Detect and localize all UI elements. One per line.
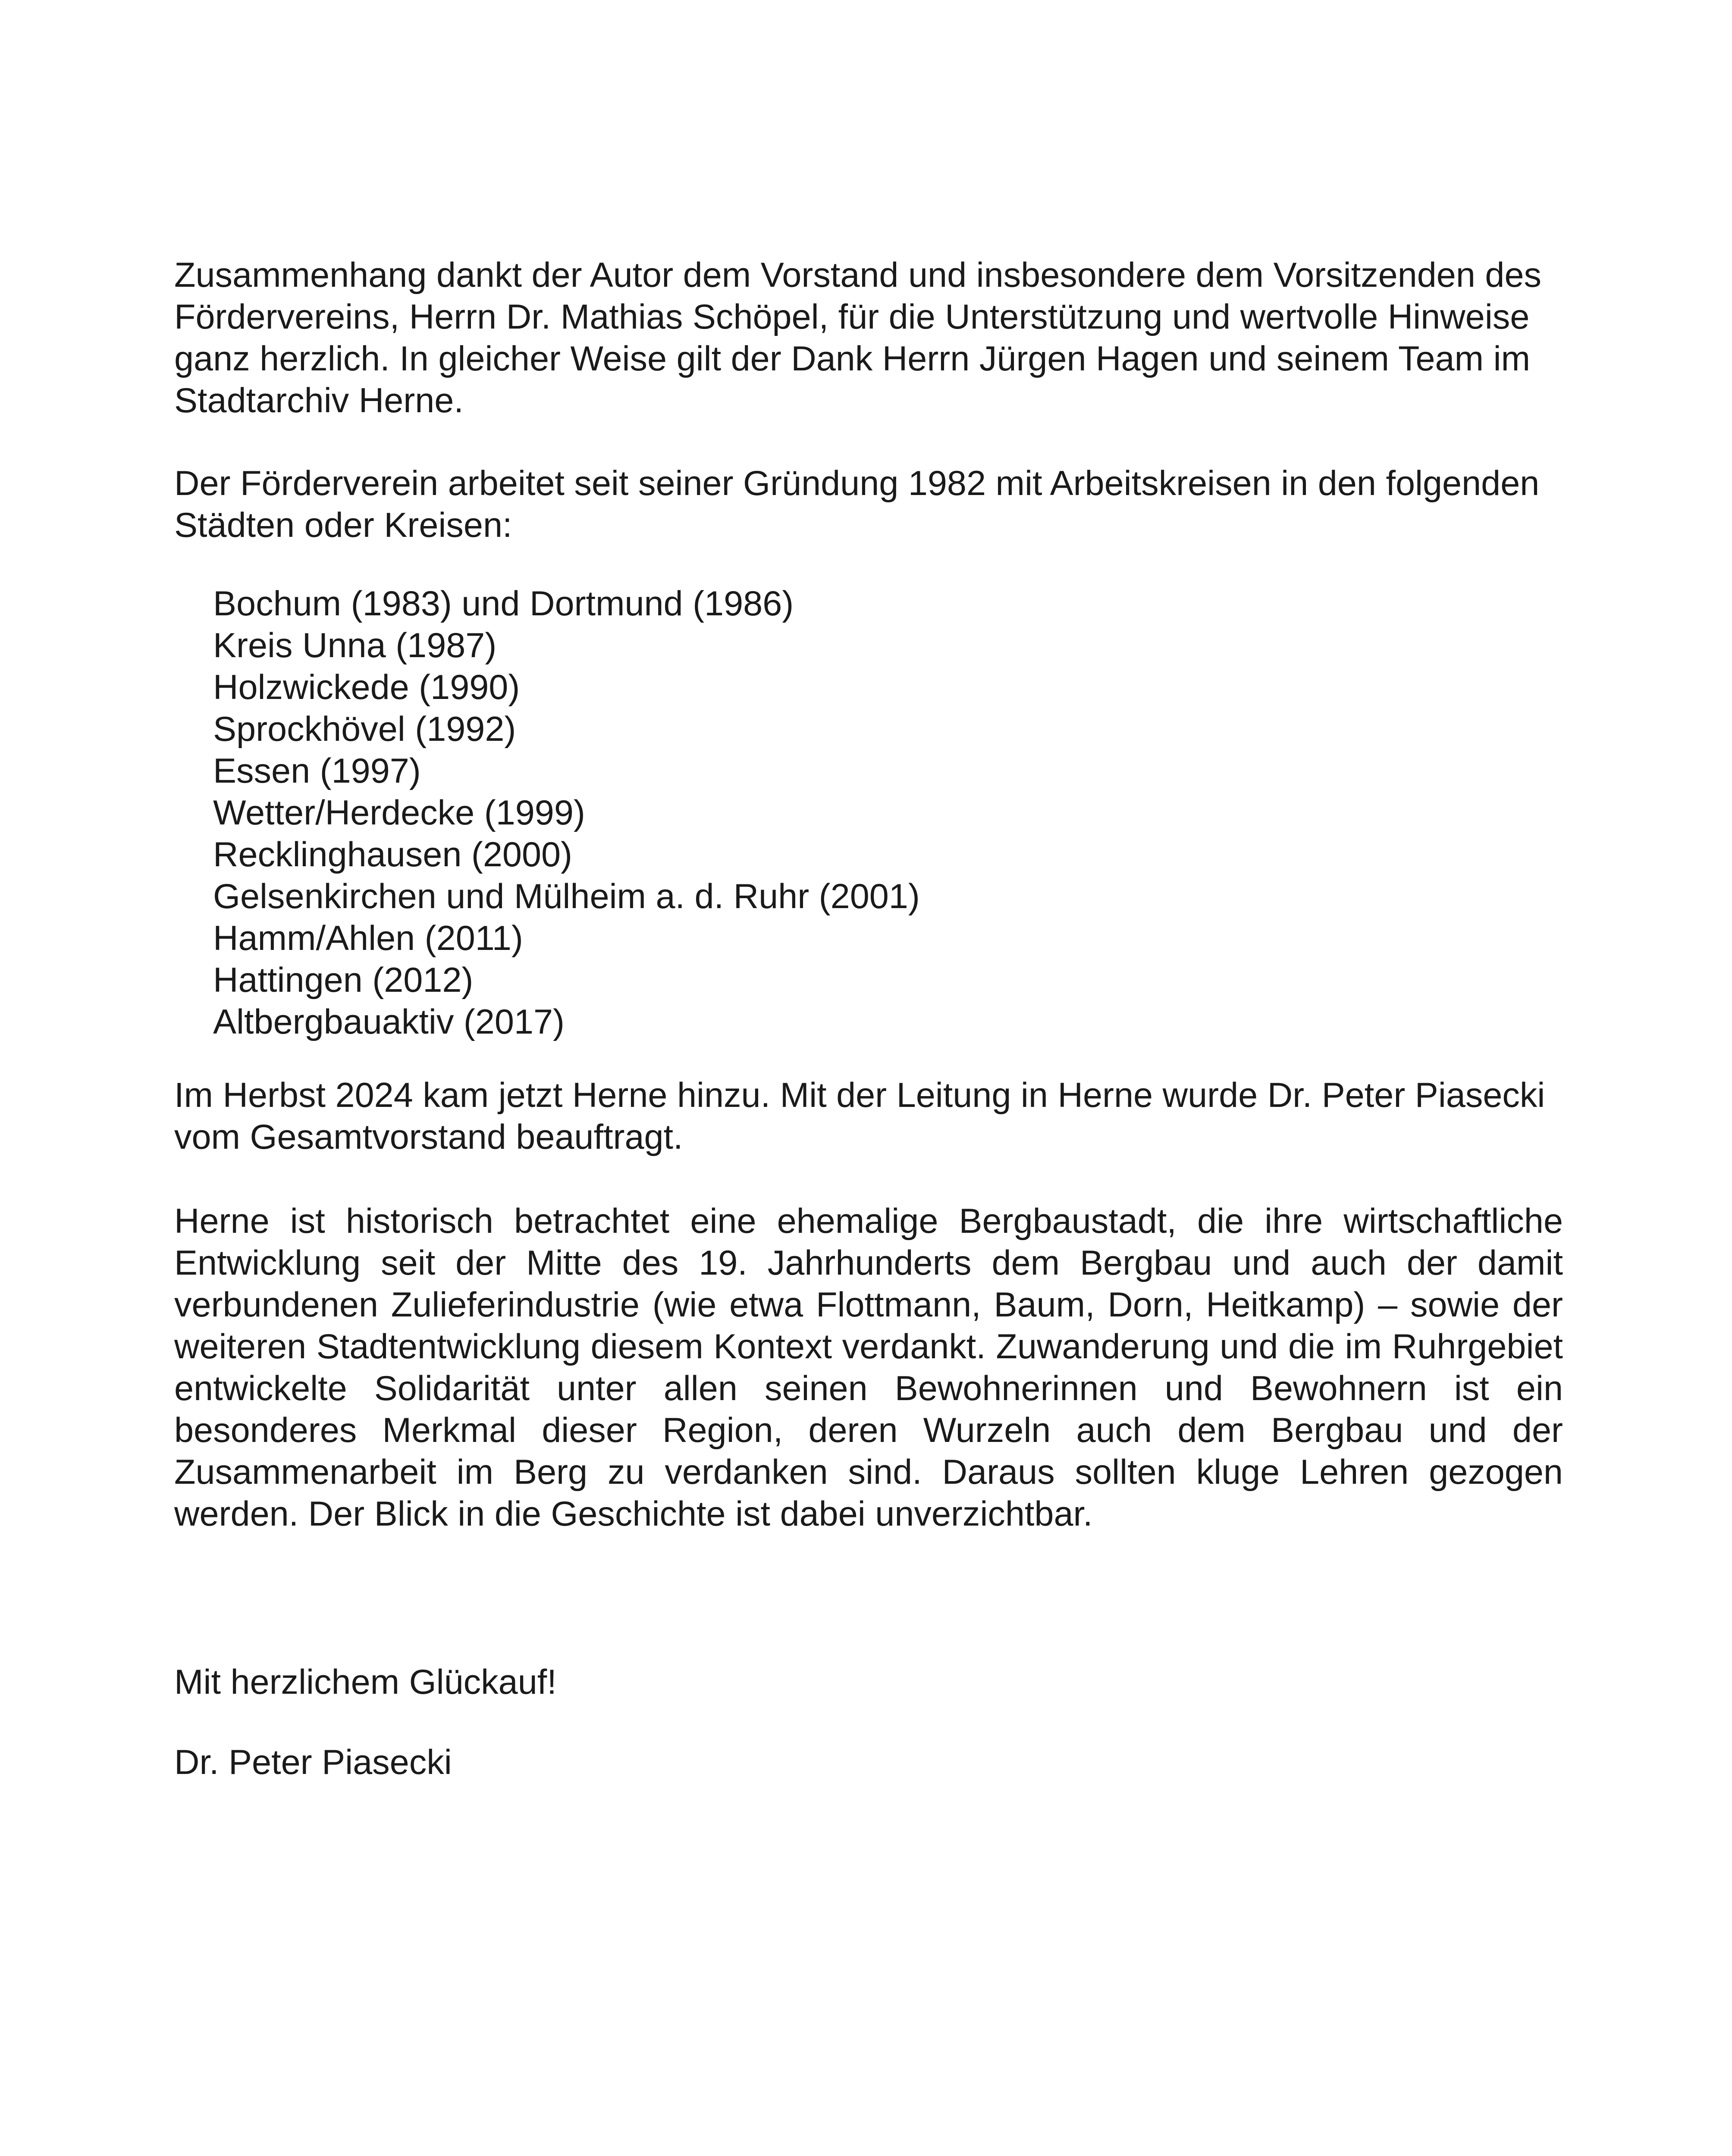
- paragraph-working-groups-intro: Der Förderverein arbeitet seit seiner Gründung 1982 mit Arbeitskreisen in den folgenden Städten oder Kreisen:: [174, 464, 1540, 545]
- paragraph-herne-history: Herne ist historisch betrachtet eine ehemalige Bergbaustadt, die ihre wirtschaftliche Entwicklung seit der Mitte des 19. Jahrhunderts dem Bergbau und auch der damit verbundenen Zulieferindustrie (wie etwa Flottmann, Baum, Dorn, Heitkamp) – sowie der weiteren Stadtentwicklung diesem Kontext verdankt. Zuwanderung und die im Ruhrgebiet entwickelte Solidarität unter allen seinen Bewohnerinnen und Bewohnern ist ein besonderes Merkmal dieser Region, deren Wurzeln auch dem Bergbau und der Zusammenarbeit im Berg zu verdanken sind. Daraus sollten kluge Lehren gezogen werden. Der Blick in die Geschichte ist dabei unverzichtbar.: [174, 1202, 1563, 1533]
- list-item: Recklinghausen (2000): [213, 835, 573, 874]
- list-item: Hamm/Ahlen (2011): [213, 919, 523, 958]
- working-groups-list: [213, 583, 920, 1043]
- signature: Dr. Peter Piasecki: [174, 1743, 452, 1782]
- list-item: Gelsenkirchen und Mülheim a. d. Ruhr (2001): [213, 877, 920, 916]
- list-item: Hattingen (2012): [213, 961, 474, 1000]
- paragraph-acknowledgement: Zusammenhang dankt der Autor dem Vorstand und insbesondere dem Vorsitzenden des Fördervereins, Herrn Dr. Mathias Schöpel, für die Unterstützung und wertvolle Hinweise ganz herzlich. In gleicher Weise gilt der Dank Herrn Jürgen Hagen und seinem Team im Stadtarchiv Herne.: [174, 256, 1541, 420]
- list-item: Sprockhövel (1992): [213, 710, 516, 749]
- closing-greeting: Mit herzlichem Glückauf!: [174, 1663, 557, 1702]
- list-item: Altbergbauaktiv (2017): [213, 1003, 565, 1041]
- list-item: Kreis Unna (1987): [213, 626, 497, 665]
- list-item: Essen (1997): [213, 752, 421, 790]
- list-item: Bochum (1983) und Dortmund (1986): [213, 584, 794, 623]
- list-item: Wetter/Herdecke (1999): [213, 793, 585, 832]
- list-item: Holzwickede (1990): [213, 668, 520, 707]
- paragraph-herne-added: Im Herbst 2024 kam jetzt Herne hinzu. Mit der Leitung in Herne wurde Dr. Peter Piasecki vom Gesamtvorstand beauftragt.: [174, 1076, 1545, 1156]
